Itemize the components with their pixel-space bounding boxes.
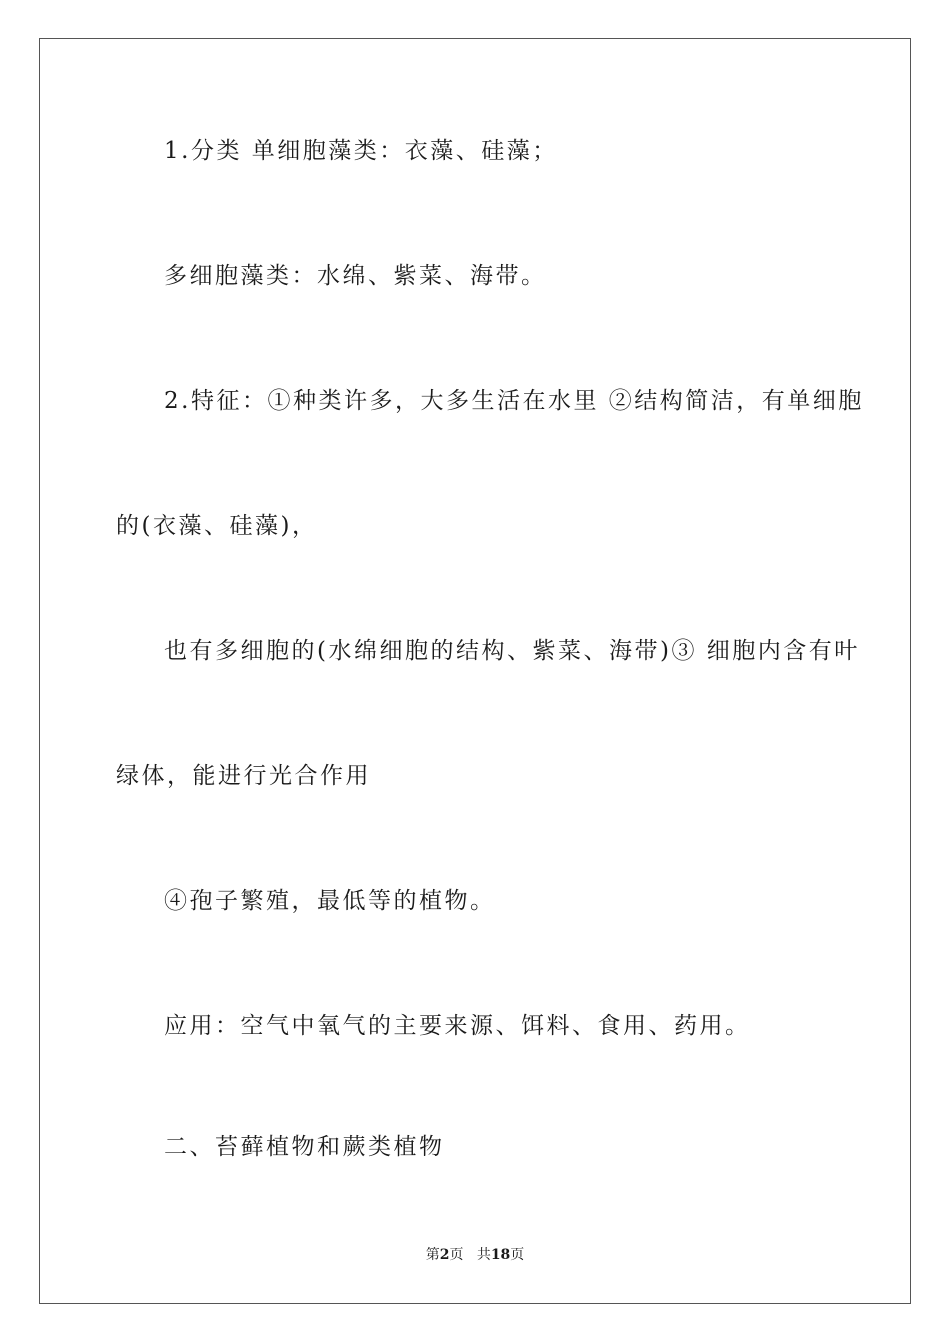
page-footer: [0, 1245, 950, 1265]
footer-total-suffix: 页: [510, 1247, 525, 1263]
body-line-photosynthesis: 绿体，能进行光合作用: [116, 763, 371, 789]
body-line-applications: 应用：空气中氧气的主要来源、饵料、食用、药用。: [164, 1013, 751, 1039]
body-line-spore-reproduction: ④孢子繁殖，最低等的植物。: [164, 888, 496, 914]
footer-page-prefix: 第: [425, 1247, 440, 1263]
body-line-multicellular-algae: 多细胞藻类：水绵、紫菜、海带。: [164, 263, 547, 289]
footer-total-prefix: 共: [476, 1247, 491, 1263]
body-line-classification: 1.分类 单细胞藻类：衣藻、硅藻；: [164, 138, 558, 164]
page-border: [39, 38, 911, 1304]
body-line-multicellular: 也有多细胞的(水绵细胞的结构、紫菜、海带)③ 细胞内含有叶: [164, 638, 860, 664]
body-line-characteristics-cont: 的(衣藻、硅藻)，: [116, 513, 318, 539]
footer-total-pages: 18: [490, 1247, 511, 1263]
section-heading-mosses-ferns: 二、苔藓植物和蕨类植物: [164, 1134, 445, 1160]
body-line-characteristics: 2.特征：①种类许多，大多生活在水里 ②结构简洁，有单细胞: [164, 388, 864, 414]
footer-page-number: 2: [439, 1247, 450, 1263]
footer-page-suffix: 页: [449, 1247, 464, 1263]
